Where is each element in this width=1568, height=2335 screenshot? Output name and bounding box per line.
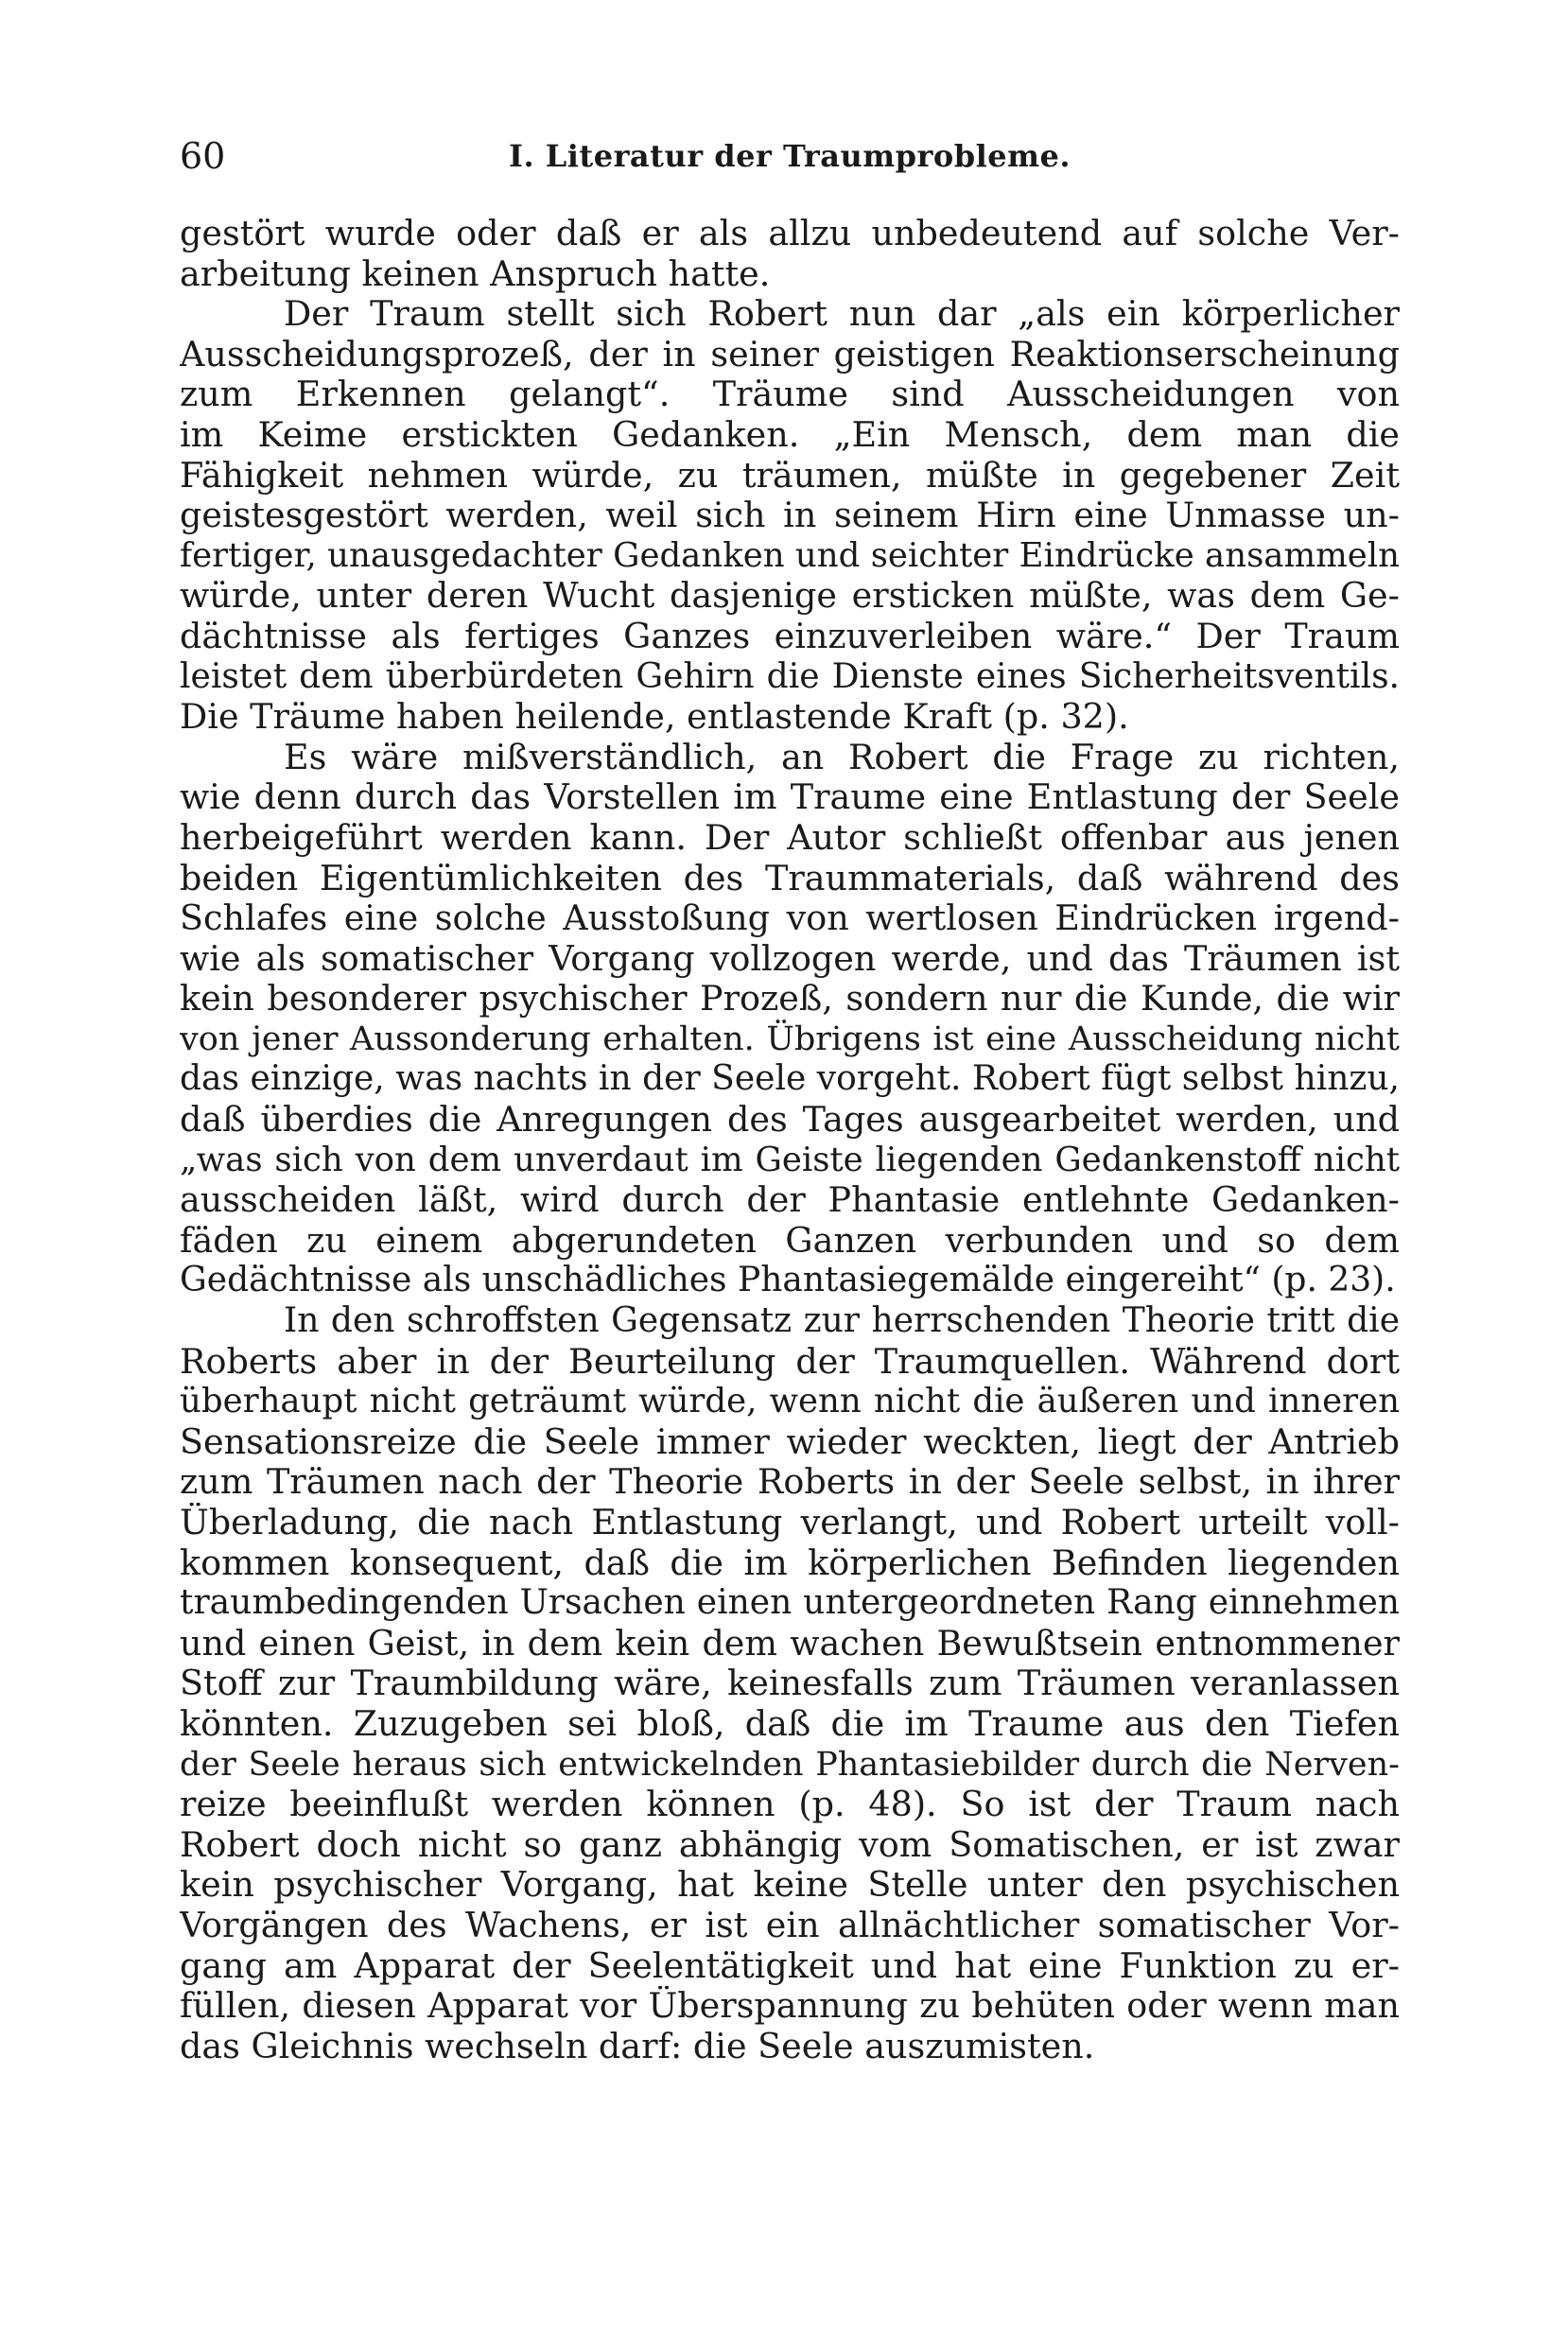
body-text [180, 214, 1400, 2066]
text-line: Der Traum stellt sich Robert nun dar „als ein körperlicher [284, 294, 1400, 335]
text-line: Vorgängen des Wachens, er ist ein allnächtlicher somatischer Vor- [180, 1905, 1400, 1945]
text-line: ausscheiden läßt, wird durch der Phantasie entlehnte Gedanken- [180, 1180, 1400, 1221]
text-line: daß überdies die Anregungen des Tages ausgearbeitet werden, und [180, 1100, 1400, 1141]
text-line: geistesgestört werden, weil sich in seinem Hirn eine Unmasse un- [180, 496, 1400, 536]
text-line: Ausscheidungsprozeß, der in seiner geistigen Reaktionserscheinung [180, 334, 1400, 375]
text-line: dächtnisse als fertiges Ganzes einzuverleiben wäre.“ Der Traum [180, 616, 1400, 656]
text-line: „was sich von dem unverdaut im Geiste liegenden Gedankenstoff nicht [180, 1140, 1400, 1179]
text-line: traumbedingenden Ursachen einen untergeordneten Rang einnehmen [180, 1583, 1400, 1623]
text-line: von jener Aussonderung erhalten. Übrigens ist eine Ausscheidung nicht [180, 1019, 1400, 1058]
text-line: herbeigeführt werden kann. Der Autor schließt offenbar aus jenen [180, 817, 1400, 858]
text-line: kein besonderer psychischer Prozeß, sondern nur die Kunde, die wir [180, 979, 1400, 1019]
text-line: Stoff zur Traumbildung wäre, keinesfalls zum Träumen veranlassen [180, 1664, 1400, 1704]
text-line: Gedächtnisse als unschädliches Phantasiegemälde eingereiht“ (p. 23). [180, 1261, 1396, 1300]
text-line: das Gleichnis wechseln darf: die Seele auszumisten. [180, 2026, 1095, 2066]
text-line: und einen Geist, in dem kein dem wachen Bewußtsein entnommener [180, 1623, 1400, 1664]
text-line: überhaupt nicht geträumt würde, wenn nicht die äußeren und inneren [180, 1382, 1400, 1421]
text-line: Schlafes eine solche Ausstoßung von wertlosen Eindrücken irgend- [180, 898, 1400, 939]
text-line: gang am Apparat der Seelentätigkeit und hat eine Funktion zu er- [180, 1945, 1400, 1986]
text-line: Überladung, die nach Entlastung verlangt, und Robert urteilt voll- [180, 1503, 1400, 1542]
text-line: könnten. Zuzugeben sei bloß, daß die im Traume aus den Tiefen [180, 1703, 1400, 1744]
text-line: Fähigkeit nehmen würde, zu träumen, müßte in gegebener Zeit [180, 455, 1400, 496]
text-line: würde, unter deren Wucht dasjenige ersticken müßte, was dem Ge- [180, 576, 1400, 617]
text-line: wie als somatischer Vorgang vollzogen werde, und das Träumen ist [180, 938, 1400, 979]
text-line: fertiger, unausgedachter Gedanken und seichter Eindrücke ansammeln [180, 535, 1400, 575]
text-line: kommen konsequent, daß die im körperlichen Befinden liegenden [180, 1542, 1400, 1583]
text-line: fäden zu einem abgerundeten Ganzen verbunden und so dem [180, 1220, 1400, 1261]
text-line: arbeitung keinen Anspruch hatte. [180, 253, 771, 294]
text-line: Roberts aber in der Beurteilung der Traumquellen. Während dort [180, 1341, 1400, 1382]
text-line: zum Erkennen gelangt“. Träume sind Ausscheidungen von [180, 375, 1400, 415]
text-line: leistet dem überbürdeten Gehirn die Dienste eines Sicherheitsventils. [180, 656, 1400, 696]
text-line: im Keime erstickten Gedanken. „Ein Mensch, dem man die [180, 414, 1400, 455]
text-line: der Seele heraus sich entwickelnden Phantasiebilder durch die Nerven- [180, 1745, 1400, 1784]
text-line: gestört wurde oder daß er als allzu unbedeutend auf solche Ver- [180, 214, 1400, 253]
text-line: zum Träumen nach der Theorie Roberts in der Seele selbst, in ihrer [180, 1462, 1400, 1503]
text-line: kein psychischer Vorgang, hat keine Stelle unter den psychischen [180, 1865, 1400, 1906]
text-line: füllen, diesen Apparat vor Überspannung zu behüten oder wenn man [180, 1986, 1400, 2027]
text-line: beiden Eigentümlichkeiten des Traummaterials, daß während des [180, 858, 1400, 898]
text-line: Es wäre mißverständlich, an Robert die Frage zu richten, [284, 737, 1400, 777]
running-head [180, 132, 1400, 180]
text-line: Sensationsreize die Seele immer wieder weckten, liegt der Antrieb [180, 1421, 1400, 1462]
page-number: 60 [180, 135, 226, 177]
text-line: wie denn durch das Vorstellen im Traume eine Entlastung der Seele [180, 777, 1400, 818]
text-line: In den schroffsten Gegensatz zur herrschenden Theorie tritt die [284, 1301, 1400, 1341]
text-line: Die Träume haben heilende, entlastende Kraft (p. 32). [180, 697, 1129, 738]
text-line: das einzige, was nachts in der Seele vorgeht. Robert fügt selbst hinzu, [180, 1059, 1400, 1099]
text-line: Robert doch nicht so ganz abhängig vom Somatischen, er ist zwar [180, 1824, 1400, 1865]
text-line: reize beeinflußt werden können (p. 48). So ist der Traum nach [180, 1785, 1400, 1825]
chapter-title: I. Literatur der Traumprobleme. [509, 138, 1071, 174]
